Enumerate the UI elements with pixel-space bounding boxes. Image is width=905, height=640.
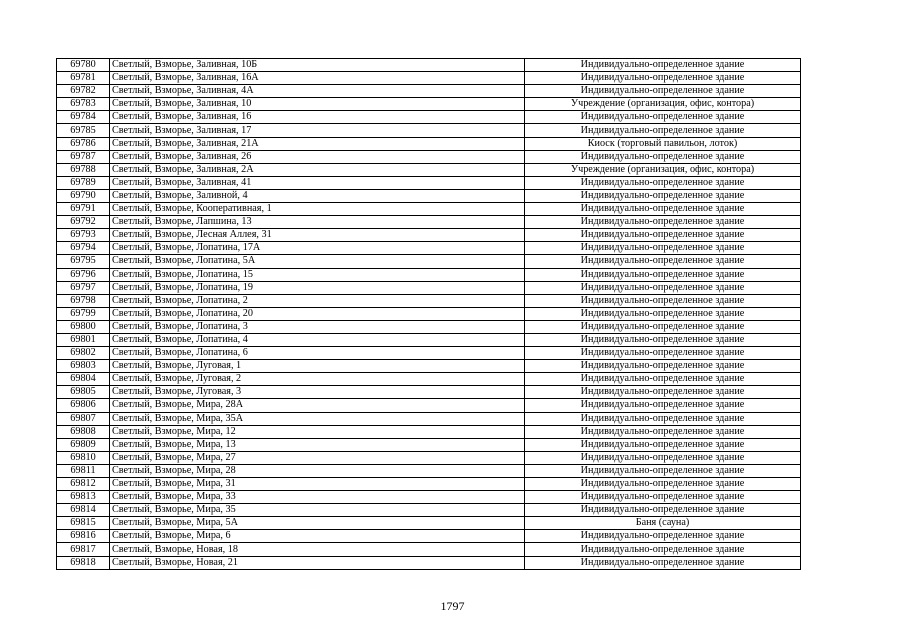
address-cell: Светлый, Взморье, Новая, 21 [110, 556, 525, 569]
table-row [57, 530, 801, 543]
address-cell: Светлый, Взморье, Мира, 12 [110, 425, 525, 438]
address-cell: Светлый, Взморье, Лопатина, 17А [110, 242, 525, 255]
table-row [57, 464, 801, 477]
table-row [57, 517, 801, 530]
record-number-cell: 69780 [57, 59, 110, 72]
address-cell: Светлый, Взморье, Лопатина, 2 [110, 294, 525, 307]
table-row [57, 412, 801, 425]
address-cell: Светлый, Взморье, Заливной, 4 [110, 189, 525, 202]
table-row [57, 425, 801, 438]
address-cell: Светлый, Взморье, Луговая, 1 [110, 360, 525, 373]
table-row [57, 333, 801, 346]
object-type-cell: Индивидуально-определенное здание [525, 294, 801, 307]
table-row [57, 150, 801, 163]
record-number-cell: 69799 [57, 307, 110, 320]
address-cell: Светлый, Взморье, Мира, 35 [110, 504, 525, 517]
address-cell: Светлый, Взморье, Лопатина, 4 [110, 333, 525, 346]
table-row [57, 373, 801, 386]
object-type-cell: Индивидуально-определенное здание [525, 412, 801, 425]
object-type-cell: Индивидуально-определенное здание [525, 59, 801, 72]
address-cell: Светлый, Взморье, Мира, 27 [110, 451, 525, 464]
record-number-cell: 69807 [57, 412, 110, 425]
record-number-cell: 69789 [57, 176, 110, 189]
object-type-cell: Индивидуально-определенное здание [525, 216, 801, 229]
object-type-cell: Индивидуально-определенное здание [525, 333, 801, 346]
address-cell: Светлый, Взморье, Мира, 28А [110, 399, 525, 412]
table-row [57, 281, 801, 294]
object-type-cell: Индивидуально-определенное здание [525, 451, 801, 464]
record-number-cell: 69790 [57, 189, 110, 202]
object-type-cell: Индивидуально-определенное здание [525, 543, 801, 556]
record-number-cell: 69787 [57, 150, 110, 163]
object-type-cell: Индивидуально-определенное здание [525, 189, 801, 202]
object-type-cell: Индивидуально-определенное здание [525, 320, 801, 333]
object-type-cell: Индивидуально-определенное здание [525, 72, 801, 85]
address-cell: Светлый, Взморье, Мира, 35А [110, 412, 525, 425]
table-row [57, 451, 801, 464]
record-number-cell: 69783 [57, 98, 110, 111]
table-row [57, 98, 801, 111]
address-cell: Светлый, Взморье, Заливная, 4А [110, 85, 525, 98]
record-number-cell: 69804 [57, 373, 110, 386]
table-row [57, 504, 801, 517]
record-number-cell: 69810 [57, 451, 110, 464]
object-type-cell: Индивидуально-определенное здание [525, 491, 801, 504]
table-row [57, 478, 801, 491]
record-number-cell: 69794 [57, 242, 110, 255]
table-row [57, 255, 801, 268]
object-type-cell: Индивидуально-определенное здание [525, 373, 801, 386]
table-row [57, 399, 801, 412]
address-cell: Светлый, Взморье, Заливная, 2А [110, 163, 525, 176]
record-number-cell: 69792 [57, 216, 110, 229]
table-row [57, 124, 801, 137]
record-number-cell: 69785 [57, 124, 110, 137]
address-cell: Светлый, Взморье, Лопатина, 3 [110, 320, 525, 333]
table-row [57, 491, 801, 504]
record-number-cell: 69805 [57, 386, 110, 399]
table-row [57, 216, 801, 229]
record-number-cell: 69808 [57, 425, 110, 438]
record-number-cell: 69811 [57, 464, 110, 477]
property-register-table [56, 58, 801, 570]
record-number-cell: 69786 [57, 137, 110, 150]
record-number-cell: 69781 [57, 72, 110, 85]
address-cell: Светлый, Взморье, Мира, 28 [110, 464, 525, 477]
address-cell: Светлый, Взморье, Заливная, 17 [110, 124, 525, 137]
table-row [57, 307, 801, 320]
object-type-cell: Учреждение (организация, офис, контора) [525, 98, 801, 111]
object-type-cell: Индивидуально-определенное здание [525, 176, 801, 189]
record-number-cell: 69801 [57, 333, 110, 346]
object-type-cell: Индивидуально-определенное здание [525, 386, 801, 399]
record-number-cell: 69812 [57, 478, 110, 491]
address-cell: Светлый, Взморье, Мира, 13 [110, 438, 525, 451]
table-row [57, 242, 801, 255]
record-number-cell: 69791 [57, 203, 110, 216]
object-type-cell: Индивидуально-определенное здание [525, 556, 801, 569]
address-cell: Светлый, Взморье, Лапшина, 13 [110, 216, 525, 229]
address-cell: Светлый, Взморье, Заливная, 41 [110, 176, 525, 189]
table-row [57, 176, 801, 189]
record-number-cell: 69782 [57, 85, 110, 98]
object-type-cell: Индивидуально-определенное здание [525, 478, 801, 491]
object-type-cell: Индивидуально-определенное здание [525, 504, 801, 517]
address-cell: Светлый, Взморье, Заливная, 16А [110, 72, 525, 85]
address-cell: Светлый, Взморье, Заливная, 16 [110, 111, 525, 124]
object-type-cell: Индивидуально-определенное здание [525, 281, 801, 294]
object-type-cell: Индивидуально-определенное здание [525, 255, 801, 268]
record-number-cell: 69815 [57, 517, 110, 530]
address-cell: Светлый, Взморье, Заливная, 10Б [110, 59, 525, 72]
address-cell: Светлый, Взморье, Заливная, 26 [110, 150, 525, 163]
table-row [57, 556, 801, 569]
table-row [57, 189, 801, 202]
record-number-cell: 69795 [57, 255, 110, 268]
address-cell: Светлый, Взморье, Мира, 33 [110, 491, 525, 504]
table-row [57, 360, 801, 373]
address-cell: Светлый, Взморье, Мира, 6 [110, 530, 525, 543]
object-type-cell: Индивидуально-определенное здание [525, 399, 801, 412]
record-number-cell: 69802 [57, 347, 110, 360]
record-number-cell: 69806 [57, 399, 110, 412]
record-number-cell: 69814 [57, 504, 110, 517]
object-type-cell: Учреждение (организация, офис, контора) [525, 163, 801, 176]
table-row [57, 347, 801, 360]
address-cell: Светлый, Взморье, Кооперативная, 1 [110, 203, 525, 216]
table-row [57, 386, 801, 399]
table-row [57, 438, 801, 451]
object-type-cell: Индивидуально-определенное здание [525, 530, 801, 543]
table-row [57, 72, 801, 85]
record-number-cell: 69797 [57, 281, 110, 294]
table-row [57, 294, 801, 307]
object-type-cell: Индивидуально-определенное здание [525, 85, 801, 98]
object-type-cell: Индивидуально-определенное здание [525, 203, 801, 216]
record-number-cell: 69796 [57, 268, 110, 281]
table-row [57, 229, 801, 242]
object-type-cell: Киоск (торговый павильон, лоток) [525, 137, 801, 150]
object-type-cell: Индивидуально-определенное здание [525, 229, 801, 242]
table-row [57, 137, 801, 150]
record-number-cell: 69817 [57, 543, 110, 556]
object-type-cell: Индивидуально-определенное здание [525, 242, 801, 255]
address-cell: Светлый, Взморье, Заливная, 21А [110, 137, 525, 150]
address-cell: Светлый, Взморье, Заливная, 10 [110, 98, 525, 111]
address-cell: Светлый, Взморье, Лесная Аллея, 31 [110, 229, 525, 242]
record-number-cell: 69809 [57, 438, 110, 451]
address-cell: Светлый, Взморье, Лопатина, 5А [110, 255, 525, 268]
object-type-cell: Индивидуально-определенное здание [525, 307, 801, 320]
address-cell: Светлый, Взморье, Луговая, 3 [110, 386, 525, 399]
object-type-cell: Индивидуально-определенное здание [525, 347, 801, 360]
object-type-cell: Индивидуально-определенное здание [525, 464, 801, 477]
table-row [57, 163, 801, 176]
register-table-body [57, 59, 801, 570]
page-number: 1797 [440, 599, 465, 613]
record-number-cell: 69788 [57, 163, 110, 176]
address-cell: Светлый, Взморье, Лопатина, 19 [110, 281, 525, 294]
object-type-cell: Индивидуально-определенное здание [525, 150, 801, 163]
table-row [57, 85, 801, 98]
record-number-cell: 69798 [57, 294, 110, 307]
table-row [57, 203, 801, 216]
object-type-cell: Индивидуально-определенное здание [525, 124, 801, 137]
record-number-cell: 69793 [57, 229, 110, 242]
record-number-cell: 69813 [57, 491, 110, 504]
address-cell: Светлый, Взморье, Мира, 5А [110, 517, 525, 530]
object-type-cell: Индивидуально-определенное здание [525, 360, 801, 373]
object-type-cell: Баня (сауна) [525, 517, 801, 530]
address-cell: Светлый, Взморье, Лопатина, 15 [110, 268, 525, 281]
table-row [57, 59, 801, 72]
record-number-cell: 69784 [57, 111, 110, 124]
object-type-cell: Индивидуально-определенное здание [525, 425, 801, 438]
address-cell: Светлый, Взморье, Мира, 31 [110, 478, 525, 491]
address-cell: Светлый, Взморье, Лопатина, 20 [110, 307, 525, 320]
object-type-cell: Индивидуально-определенное здание [525, 111, 801, 124]
record-number-cell: 69800 [57, 320, 110, 333]
record-number-cell: 69818 [57, 556, 110, 569]
address-cell: Светлый, Взморье, Новая, 18 [110, 543, 525, 556]
table-row [57, 543, 801, 556]
record-number-cell: 69803 [57, 360, 110, 373]
table-row [57, 268, 801, 281]
object-type-cell: Индивидуально-определенное здание [525, 438, 801, 451]
address-cell: Светлый, Взморье, Луговая, 2 [110, 373, 525, 386]
record-number-cell: 69816 [57, 530, 110, 543]
table-row [57, 111, 801, 124]
object-type-cell: Индивидуально-определенное здание [525, 268, 801, 281]
table-row [57, 320, 801, 333]
address-cell: Светлый, Взморье, Лопатина, 6 [110, 347, 525, 360]
